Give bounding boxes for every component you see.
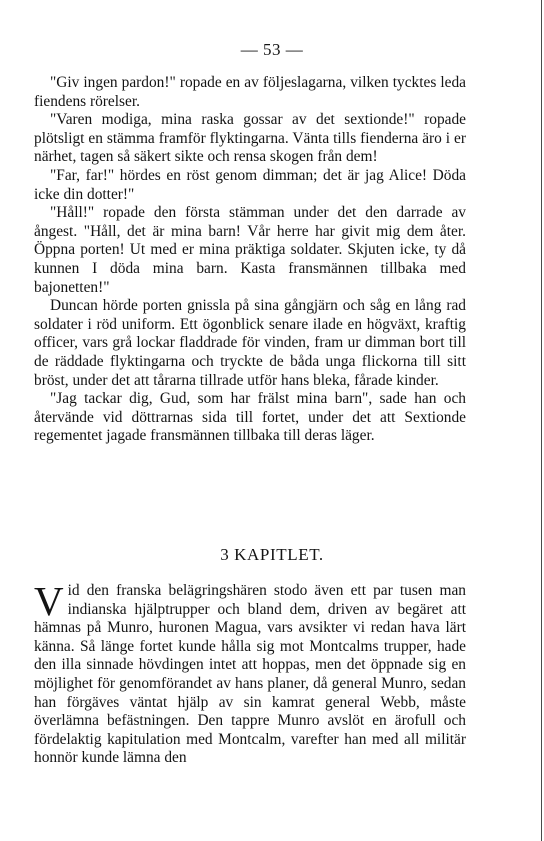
page-number: — 53 — [240, 40, 304, 59]
chapter-heading: 3 KAPITLET. [220, 545, 324, 564]
chapter-first-paragraph-text: id den franska belägringshären stodo även ett par tusen man indianska hjälptrupper och bland dem, driven av begäret att hämnas på Munro, huronen Magua, vars avsikter vi redan hava lärt känna. Så länge fortet kunde hålla sig mot Montcalms trupper, hade den illa sinnade hövdingen intet att hoppas, men det öppnade sig en möjlighet för genomförandet av hans planer, då general Munro, sedan han förgäves väntat hjälp av sin kamrat general Webb, måste överlämna befästningen. Den tappre Munro avslöt en ärofull och fördelaktig kapitulation med Montcalm, varefter han med all militär honnör kunde lämna den [34, 582, 466, 767]
paragraph: "Varen modiga, mina raska gossar av det sextionde!" ropade plötsligt en stämma framför flyktingarna. Vänta tills fienderna äro i er närhet, tagen så säkert sikte och rensa skogen från dem! [34, 111, 466, 166]
paragraph: "Far, far!" hördes en röst genom dimman; det är jag Alice! Döda icke din dotter!" [34, 166, 466, 203]
paragraph: Duncan hörde porten gnissla på sina gångjärn och såg en lång rad soldater i röd uniform. Ett ögonblick senare ilade en högväxt, kraftig officer, vars grå lockar fladdrade för vinden, fram ur dimman bort till de räddade flyktingarna och tryckte de båda unga flickorna till sitt bröst, under det att tårarna tillrade utför hans bleka, fårade kinder. [34, 297, 466, 389]
drop-cap-letter: V [34, 578, 64, 624]
paragraph: "Jag tackar dig, Gud, som har frälst mina barn", sade han och återvände vid döttrarnas sida till fortet, under det att Sextionde regementet jagade fransmännen tillbaka till deras läger. [34, 390, 466, 445]
body-text-section [34, 74, 466, 446]
page-edge-line [541, 0, 542, 841]
chapter-body-section [34, 578, 466, 768]
chapter-first-paragraph [34, 578, 466, 768]
paragraph: "Håll!" ropade den första stämman under det den darrade av ångest. "Håll, det är mina barn! Vår herre har givit mig dem åter. Öppna porten! Ut med er mina präktiga soldater. Skjuten icke, ty då kunnen I döda mina barn. Kasta fransmännen tillbaka med bajonetten!" [34, 204, 466, 296]
paragraph: "Giv ingen pardon!" ropade en av följeslagarna, vilken tycktes leda fiendens rörelser. [34, 74, 466, 110]
